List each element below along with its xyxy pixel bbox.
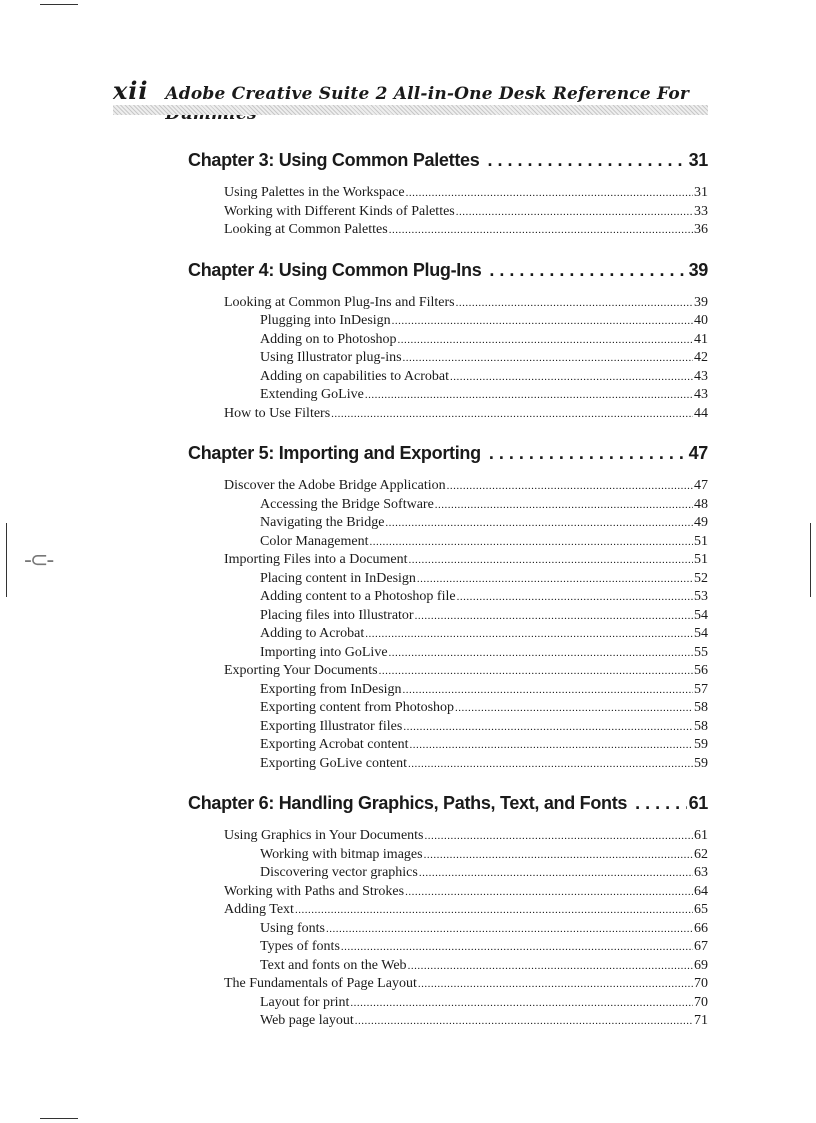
entry-title: Looking at Common Plug-Ins and Filters xyxy=(224,294,455,310)
entry-page-number: 64 xyxy=(694,883,708,899)
entry-title: Working with bitmap images xyxy=(260,846,423,862)
table-of-contents xyxy=(188,150,708,1031)
entry-page-number: 59 xyxy=(694,755,708,771)
entry-page-number: 40 xyxy=(694,313,708,328)
chapter-title: Chapter 6: Handling Graphics, Paths, Text, and Fonts xyxy=(188,793,628,813)
entry-title: Types of fonts xyxy=(260,939,340,954)
toc-subentry[interactable] xyxy=(188,846,708,865)
entry-title: Using fonts xyxy=(260,920,325,936)
entry-page-number: 71 xyxy=(694,1013,708,1028)
dot-leader xyxy=(456,203,693,222)
entry-page-number: 42 xyxy=(694,350,708,365)
entry-page-number: 56 xyxy=(694,663,708,678)
toc-subentry[interactable] xyxy=(188,368,708,387)
entry-title: Working with Paths and Strokes xyxy=(224,883,405,899)
entry-page-number: 57 xyxy=(694,681,708,697)
chapter-heading[interactable] xyxy=(188,443,708,473)
entry-page-number: 58 xyxy=(694,700,708,715)
toc-subentry[interactable] xyxy=(188,736,708,755)
chapter-page-number: 31 xyxy=(688,150,708,170)
toc-subentry[interactable] xyxy=(188,1012,708,1031)
entry-title: Importing into GoLive xyxy=(260,644,388,660)
dot-leader xyxy=(389,644,693,663)
dot-leader xyxy=(403,681,693,700)
entry-title: Importing Files into a Document xyxy=(224,552,408,567)
toc-entry[interactable] xyxy=(188,551,708,570)
entry-page-number: 51 xyxy=(694,533,708,549)
dot-leader xyxy=(408,957,693,976)
dot-leader xyxy=(418,975,693,994)
entry-page-number: 43 xyxy=(694,387,708,402)
book-title: Adobe Creative Suite 2 All-in-One Desk Reference For xyxy=(165,84,690,104)
toc-subentry[interactable] xyxy=(188,699,708,718)
entry-page-number: 49 xyxy=(694,515,708,530)
entry-page-number: 54 xyxy=(694,607,708,623)
dot-leader xyxy=(447,477,693,496)
entry-title: Discovering vector graphics xyxy=(260,865,418,880)
entry-title: Layout for print xyxy=(260,994,350,1010)
dot-leader xyxy=(409,551,693,570)
chapter-page-number: 39 xyxy=(688,259,708,280)
toc-entry[interactable] xyxy=(188,883,708,902)
toc-entry[interactable] xyxy=(188,477,708,496)
chapter-page-number: 47 xyxy=(688,443,708,463)
toc-subentry[interactable] xyxy=(188,957,708,976)
toc-subentry[interactable] xyxy=(188,496,708,515)
toc-entry[interactable] xyxy=(188,184,708,203)
entry-title: How to Use Filters xyxy=(224,405,331,421)
dot-leader xyxy=(406,184,693,203)
chapter-entries xyxy=(188,827,708,1031)
dot-leader xyxy=(389,221,693,240)
toc-subentry[interactable] xyxy=(188,386,708,405)
dot-leader xyxy=(435,496,693,515)
entry-title: Exporting Acrobat content xyxy=(260,737,409,752)
toc-subentry[interactable] xyxy=(188,681,708,700)
entry-title: Exporting from InDesign xyxy=(260,681,402,697)
entry-title: Adding to Acrobat xyxy=(260,626,365,641)
entry-page-number: 41 xyxy=(694,331,708,347)
entry-title: Navigating the Bridge xyxy=(260,515,385,530)
entry-page-number: 67 xyxy=(694,939,708,954)
dot-leader xyxy=(457,588,693,607)
dot-leader xyxy=(350,994,693,1013)
dot-leader xyxy=(403,349,693,368)
dot-leader xyxy=(635,793,686,814)
toc-entry[interactable] xyxy=(188,901,708,920)
toc-subentry[interactable] xyxy=(188,312,708,331)
entry-title: Using Palettes in the Workspace xyxy=(224,185,405,200)
dot-leader xyxy=(489,260,686,281)
entry-page-number: 59 xyxy=(694,737,708,752)
entry-title: Placing content in InDesign xyxy=(260,570,416,586)
crop-mark-left xyxy=(6,523,7,597)
chapter-page-number: 61 xyxy=(688,793,708,813)
toc-subentry[interactable] xyxy=(188,514,708,533)
toc-entry[interactable] xyxy=(188,975,708,994)
entry-page-number: 39 xyxy=(694,294,708,310)
dot-leader xyxy=(355,1012,693,1031)
toc-subentry[interactable] xyxy=(188,864,708,883)
toc-entry[interactable] xyxy=(188,662,708,681)
entry-page-number: 55 xyxy=(694,644,708,660)
chapter-heading[interactable] xyxy=(188,260,708,290)
entry-page-number: 36 xyxy=(694,222,708,237)
entry-page-number: 31 xyxy=(694,185,708,200)
toc-entry[interactable] xyxy=(188,827,708,846)
dot-leader xyxy=(425,827,694,846)
entry-page-number: 63 xyxy=(694,865,708,880)
header-rule xyxy=(113,105,708,115)
entry-title: Discover the Adobe Bridge Application xyxy=(224,478,446,493)
dot-leader xyxy=(489,443,687,464)
entry-title: Text and fonts on the Web xyxy=(260,957,407,973)
entry-title: Extending GoLive xyxy=(260,387,364,402)
dot-leader xyxy=(417,570,693,589)
dot-leader xyxy=(398,331,693,350)
dot-leader xyxy=(410,736,693,755)
entry-page-number: 70 xyxy=(694,994,708,1010)
entry-page-number: 62 xyxy=(694,846,708,862)
chapter-title: Chapter 3: Using Common Palettes xyxy=(188,150,480,170)
toc-entry[interactable] xyxy=(188,203,708,222)
crop-mark-top-left xyxy=(40,4,78,5)
toc-entry[interactable] xyxy=(188,294,708,313)
entry-page-number: 58 xyxy=(694,718,708,734)
entry-page-number: 54 xyxy=(694,626,708,641)
entry-title: Accessing the Bridge Software xyxy=(260,496,434,512)
entry-title: Color Management xyxy=(260,533,369,549)
dot-leader xyxy=(403,718,693,737)
toc-subentry[interactable] xyxy=(188,607,708,626)
entry-title: Adding on capabilities to Acrobat xyxy=(260,368,449,384)
dot-leader xyxy=(405,883,693,902)
toc-subentry[interactable] xyxy=(188,570,708,589)
dot-leader xyxy=(385,514,693,533)
chapter-title: Chapter 5: Importing and Exporting xyxy=(188,443,481,463)
toc-subentry[interactable] xyxy=(188,331,708,350)
toc-subentry[interactable] xyxy=(188,938,708,957)
entry-page-number: 51 xyxy=(694,552,708,567)
dot-leader xyxy=(379,662,693,681)
chapter-heading[interactable] xyxy=(188,793,708,823)
toc-entry[interactable] xyxy=(188,221,708,240)
entry-page-number: 44 xyxy=(694,405,708,421)
dot-leader xyxy=(456,294,693,313)
dot-leader xyxy=(450,368,693,387)
toc-subentry[interactable] xyxy=(188,533,708,552)
toc-subentry[interactable] xyxy=(188,718,708,737)
dot-leader xyxy=(455,699,693,718)
chapter-entries xyxy=(188,477,708,773)
dot-leader xyxy=(487,150,686,171)
entry-page-number: 70 xyxy=(694,976,708,991)
dot-leader xyxy=(369,533,693,552)
dot-leader xyxy=(392,312,693,331)
entry-title: Placing files into Illustrator xyxy=(260,607,414,623)
crop-mark-right xyxy=(810,523,811,597)
chapter-entries xyxy=(188,184,708,240)
toc-subentry[interactable] xyxy=(188,644,708,663)
chapter-heading[interactable] xyxy=(188,150,708,180)
dot-leader xyxy=(415,607,693,626)
registration-mark-icon: -⊂- xyxy=(24,548,53,573)
dot-leader xyxy=(295,901,693,920)
entry-title: Looking at Common Palettes xyxy=(224,222,388,237)
entry-title: Exporting Your Documents xyxy=(224,663,378,678)
crop-mark-bottom-left xyxy=(40,1118,78,1119)
chapter-entries xyxy=(188,294,708,424)
entry-page-number: 47 xyxy=(694,478,708,493)
toc-subentry[interactable] xyxy=(188,994,708,1013)
entry-page-number: 52 xyxy=(694,570,708,586)
entry-page-number: 43 xyxy=(694,368,708,384)
entry-title: Using Illustrator plug-ins xyxy=(260,350,402,365)
entry-page-number: 48 xyxy=(694,496,708,512)
dot-leader xyxy=(326,920,693,939)
entry-title: Adding on to Photoshop xyxy=(260,331,397,347)
entry-page-number: 66 xyxy=(694,920,708,936)
entry-page-number: 69 xyxy=(694,957,708,973)
entry-page-number: 33 xyxy=(694,203,708,219)
entry-title: Exporting content from Photoshop xyxy=(260,700,455,715)
dot-leader xyxy=(424,846,693,865)
entry-page-number: 65 xyxy=(694,902,708,917)
toc-subentry[interactable] xyxy=(188,588,708,607)
entry-page-number: 61 xyxy=(694,828,708,843)
chapter-title: Chapter 4: Using Common Plug-Ins xyxy=(188,259,482,280)
dot-leader xyxy=(408,755,693,774)
toc-subentry[interactable] xyxy=(188,755,708,774)
entry-page-number: 53 xyxy=(694,589,708,604)
dot-leader xyxy=(365,625,693,644)
toc-subentry[interactable] xyxy=(188,349,708,368)
running-header xyxy=(113,76,708,104)
entry-title: Web page layout xyxy=(260,1013,354,1028)
entry-title: Exporting Illustrator files xyxy=(260,718,403,734)
entry-title: Plugging into InDesign xyxy=(260,313,391,328)
dot-leader xyxy=(331,405,693,424)
toc-entry[interactable] xyxy=(188,405,708,424)
dot-leader xyxy=(419,864,693,883)
entry-title: Adding content to a Photoshop file xyxy=(260,589,456,604)
entry-title: Exporting GoLive content xyxy=(260,755,407,771)
dot-leader xyxy=(341,938,693,957)
page-folio: xii xyxy=(113,76,149,105)
entry-title: Working with Different Kinds of Palettes xyxy=(224,203,455,219)
entry-title: Adding Text xyxy=(224,902,294,917)
entry-title: The Fundamentals of Page Layout xyxy=(224,976,417,991)
toc-subentry[interactable] xyxy=(188,625,708,644)
toc-subentry[interactable] xyxy=(188,920,708,939)
dot-leader xyxy=(365,386,693,405)
entry-title: Using Graphics in Your Documents xyxy=(224,828,424,843)
